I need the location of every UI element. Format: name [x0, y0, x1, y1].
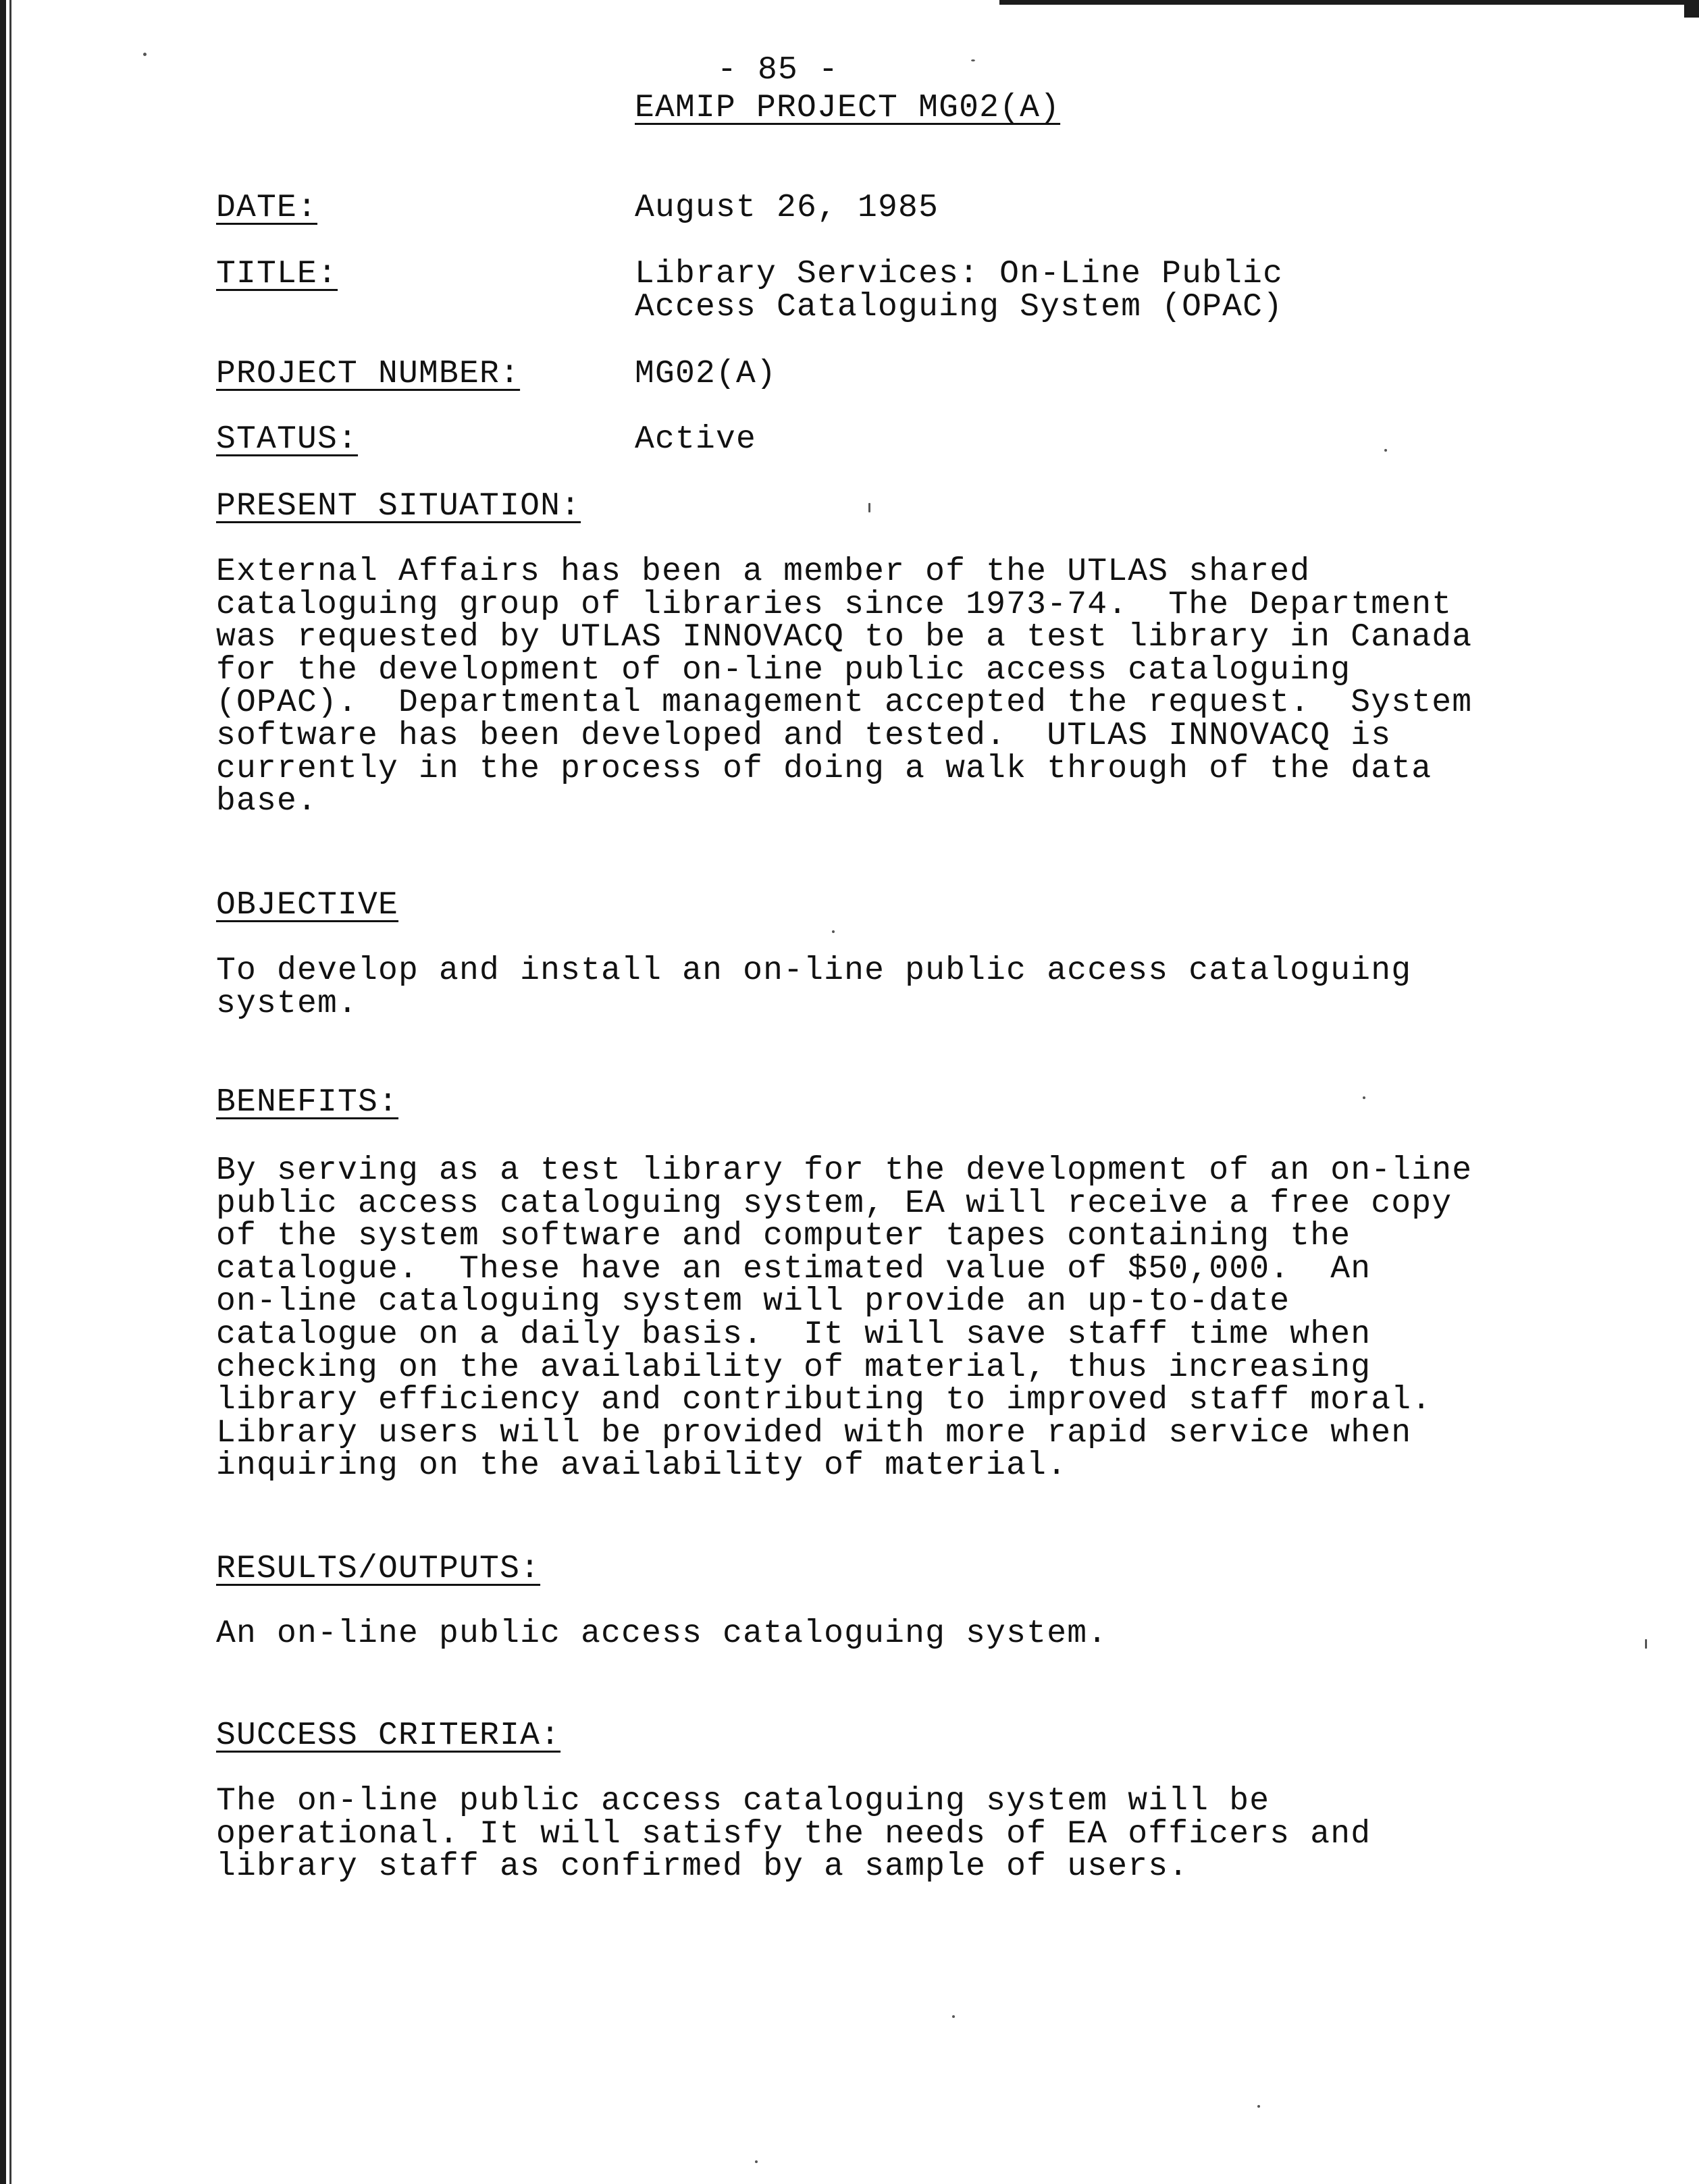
scan-speck: [971, 59, 975, 61]
date-label: DATE:: [216, 190, 318, 226]
benefits-heading: BENEFITS:: [216, 1084, 399, 1121]
scan-speck: [143, 53, 147, 56]
scan-speck: [755, 2160, 758, 2163]
scan-speck: [832, 930, 835, 933]
benefits-body: By serving as a test library for the development of an on-line public access cataloguing system, EA will receive a free copy of the system software and computer tapes containing the catalogue. These have an estimated value of $50,000. An on-line cataloguing system will provide an up-to-date catalogue on a daily basis. It will save staff time when checking on the availability of material, thus increasing library efficiency and contributing to improved staff moral. Library users will be provided with more rapid service when inquiring on the availability of material.: [216, 1152, 1473, 1485]
scan-edge-left: [0, 0, 6, 2184]
scan-speck: [868, 503, 870, 512]
title-label: TITLE:: [216, 256, 338, 292]
scan-edge-left-inner: [9, 0, 11, 2184]
page-number: - 85 -: [717, 52, 839, 88]
title-value-line1: Library Services: On-Line Public: [635, 256, 1284, 292]
scan-speck: [1257, 2105, 1260, 2108]
scan-edge-top: [999, 0, 1699, 5]
status-label: STATUS:: [216, 421, 359, 458]
scan-corner: [1684, 0, 1699, 18]
project-number-label: PROJECT NUMBER:: [216, 356, 521, 392]
date-value: August 26, 1985: [635, 190, 939, 226]
scan-speck: [1363, 1096, 1365, 1099]
title-value-line2: Access Cataloguing System (OPAC): [635, 289, 1284, 325]
project-heading: EAMIP PROJECT MG02(A): [635, 90, 1061, 126]
present-situation-body: External Affairs has been a member of the UTLAS shared cataloguing group of libraries since 1973-74. The Department was requested by UTLAS INNOVACQ to be a test library in Canada for the development of on-line public access cataloguing (OPAC). Departmental management accepted the request. System software has been developed and tested. UTLAS INNOVACQ is currently in the process of doing a walk through of the data base.: [216, 554, 1473, 820]
objective-heading: OBJECTIVE: [216, 887, 399, 924]
objective-body: To develop and install an on-line public access cataloguing system.: [216, 953, 1412, 1022]
results-outputs-body: An on-line public access cataloguing system.: [216, 1616, 1108, 1652]
scan-speck: [1384, 449, 1387, 452]
results-outputs-heading: RESULTS/OUTPUTS:: [216, 1551, 541, 1587]
success-criteria-heading: SUCCESS CRITERIA:: [216, 1717, 561, 1754]
scan-speck: [1645, 1639, 1647, 1649]
scan-speck: [952, 2015, 955, 2018]
project-number-value: MG02(A): [635, 356, 777, 392]
status-value: Active: [635, 421, 757, 458]
present-situation-heading: PRESENT SITUATION:: [216, 488, 581, 525]
success-criteria-body: The on-line public access cataloguing system will be operational. It will satisfy the needs of EA officers and library staff as confirmed by a sample of users.: [216, 1783, 1371, 1886]
